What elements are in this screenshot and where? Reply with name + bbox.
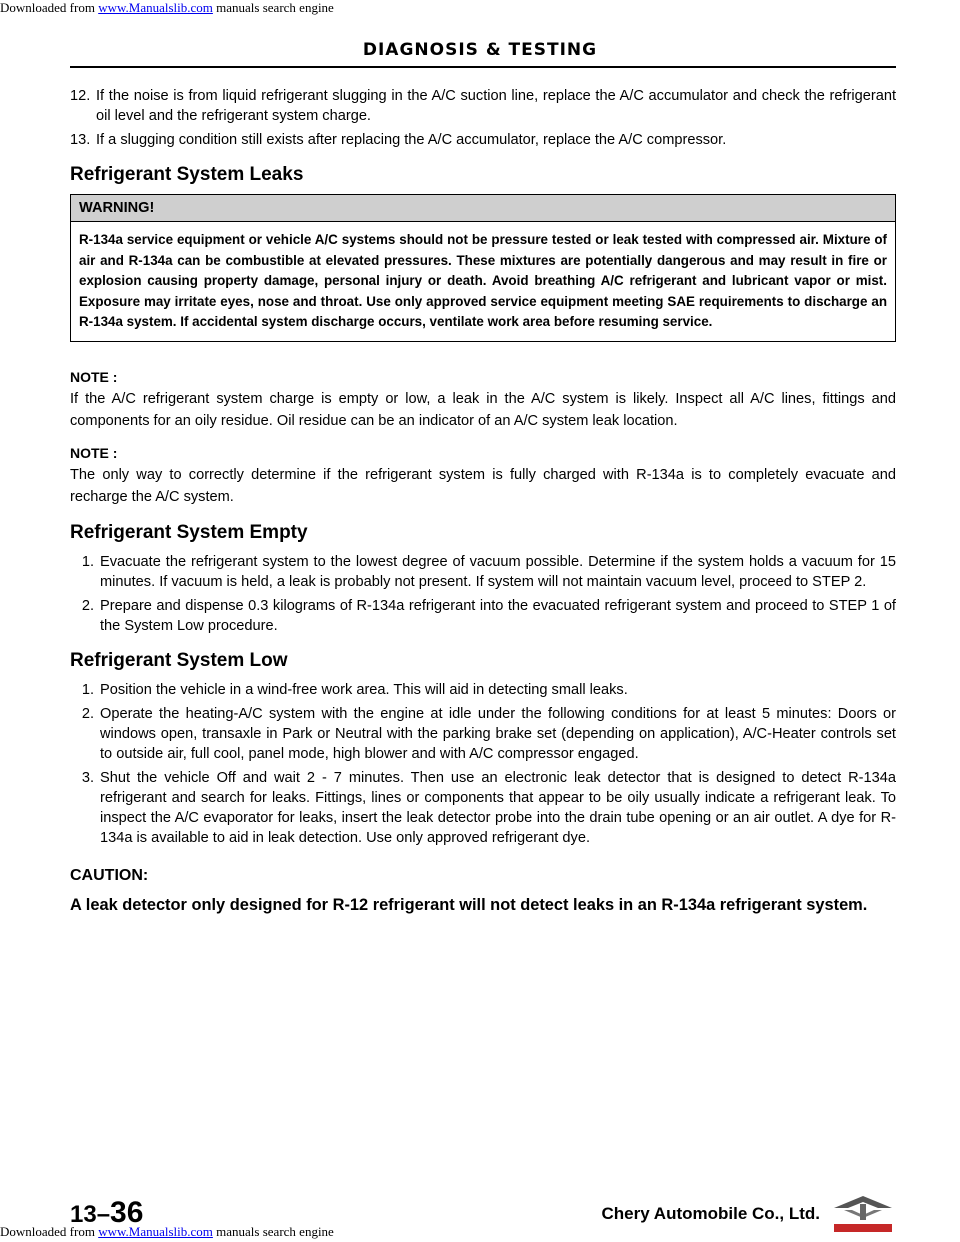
step-text: Shut the vehicle Off and wait 2 - 7 minutes. Then use an electronic leak detector that is designed to detect R-134a refrigerant and search for leaks. Fittings, lines or components that appear to be oily usually indicate a refrigerant leak. To inspect the A/C evaporator for leaks, insert the leak detector probe into the drain tube opening or an air outlet. A dye for R-134a is available to aid in leak detection. Use only approved refrigerant dye.	[100, 769, 896, 846]
warning-text: R-134a service equipment or vehicle A/C systems should not be pressure tested or leak tested with compressed air. Mixture of air and R-134a can be combustible at elevated pressures. These mixtures are potentially dangerous and may result in fire or explosion causing property damage, personal injury or death. Avoid breathing A/C refrigerant and lubricant vapor or mist. Exposure may irritate eyes, nose and throat. Use only approved service equipment meeting SAE requirements to discharge an R-134a system. If accidental system discharge occurs, ventilate work area before resuming service.	[79, 232, 887, 329]
heading-low: Refrigerant System Low	[70, 649, 288, 671]
item-number: 12.	[70, 88, 91, 104]
section-title: DIAGNOSIS & TESTING	[362, 40, 598, 60]
list-item	[70, 130, 896, 150]
download-banner-bottom	[0, 1224, 334, 1240]
step-number: 2.	[81, 705, 94, 722]
low-steps	[70, 680, 896, 848]
banner-prefix: Downloaded from	[0, 0, 99, 15]
list-item	[70, 704, 896, 764]
page-digits: 36	[110, 1196, 144, 1229]
caution-text: A leak detector only designed for R-12 refrigerant will not detect leaks in an R-134a refrigerant system.	[70, 895, 868, 914]
company-name: Chery Automobile Co., Ltd.	[601, 1204, 820, 1223]
empty-steps	[70, 552, 896, 636]
manualslib-link[interactable]: www.Manualslib.com	[98, 0, 213, 15]
step-text: Prepare and dispense 0.3 kilograms of R-134a refrigerant into the evacuated refrigerant system and proceed to STEP 1 of the System Low procedure.	[100, 597, 896, 634]
step-text: Operate the heating-A/C system with the engine at idle under the following conditions for at least 5 minutes: Doors or windows open, transaxle in Park or Neutral with the parking brake set (depending on application), A/C-Heater controls set to outside air, full cool, panel mode, high blower and with A/C compressor engaged.	[100, 705, 896, 762]
list-item	[70, 86, 896, 126]
step-number: 1.	[81, 681, 94, 698]
note-text: The only way to correctly determine if the refrigerant system is fully charged with R-134a is to completely evacuate and recharge the A/C system.	[70, 466, 896, 505]
list-item	[70, 596, 896, 636]
section-number: 13–	[70, 1201, 111, 1228]
note-text: If the A/C refrigerant system charge is empty or low, a leak in the A/C system is likely. Inspect all A/C lines, fittings and components for an oily residue. Oil residue can be an indicator of an A/C system leak location.	[70, 390, 896, 429]
list-item	[70, 680, 896, 700]
warning-label: WARNING!	[71, 195, 895, 222]
banner-suffix: manuals search engine	[212, 0, 334, 15]
item-text: If a slugging condition still exists after replacing the A/C accumulator, replace the A/C compressor.	[96, 132, 727, 148]
banner-prefix: Downloaded from	[0, 1224, 99, 1239]
page-content	[70, 86, 896, 918]
heading-empty: Refrigerant System Empty	[70, 521, 308, 543]
caution-label: CAUTION:	[70, 866, 149, 884]
chery-logo-icon	[830, 1194, 896, 1234]
item-text: If the noise is from liquid refrigerant slugging in the A/C suction line, replace the A/C accumulator and check the refrigerant oil level and the refrigerant system charge.	[96, 88, 896, 124]
note-label: NOTE :	[70, 444, 118, 461]
step-text: Position the vehicle in a wind-free work area. This will aid in detecting small leaks.	[100, 681, 628, 698]
warning-box	[70, 194, 896, 342]
note-label: NOTE :	[70, 368, 118, 385]
list-item	[70, 768, 896, 848]
download-banner-top	[0, 0, 334, 16]
step-number: 3.	[81, 769, 94, 786]
step-number: 2.	[81, 597, 94, 614]
manualslib-link[interactable]: www.Manualslib.com	[98, 1224, 213, 1239]
banner-suffix: manuals search engine	[212, 1224, 334, 1239]
list-item	[70, 552, 896, 592]
heading-leaks: Refrigerant System Leaks	[70, 164, 304, 185]
header-divider	[70, 66, 896, 68]
step-number: 1.	[81, 553, 94, 570]
item-number: 13.	[70, 132, 91, 148]
step-text: Evacuate the refrigerant system to the lowest degree of vacuum possible. Determine if the system holds a vacuum for 15 minutes. If vacuum is held, a leak is probably not present. If system will not maintain vacuum level, proceed to STEP 2.	[100, 553, 896, 590]
